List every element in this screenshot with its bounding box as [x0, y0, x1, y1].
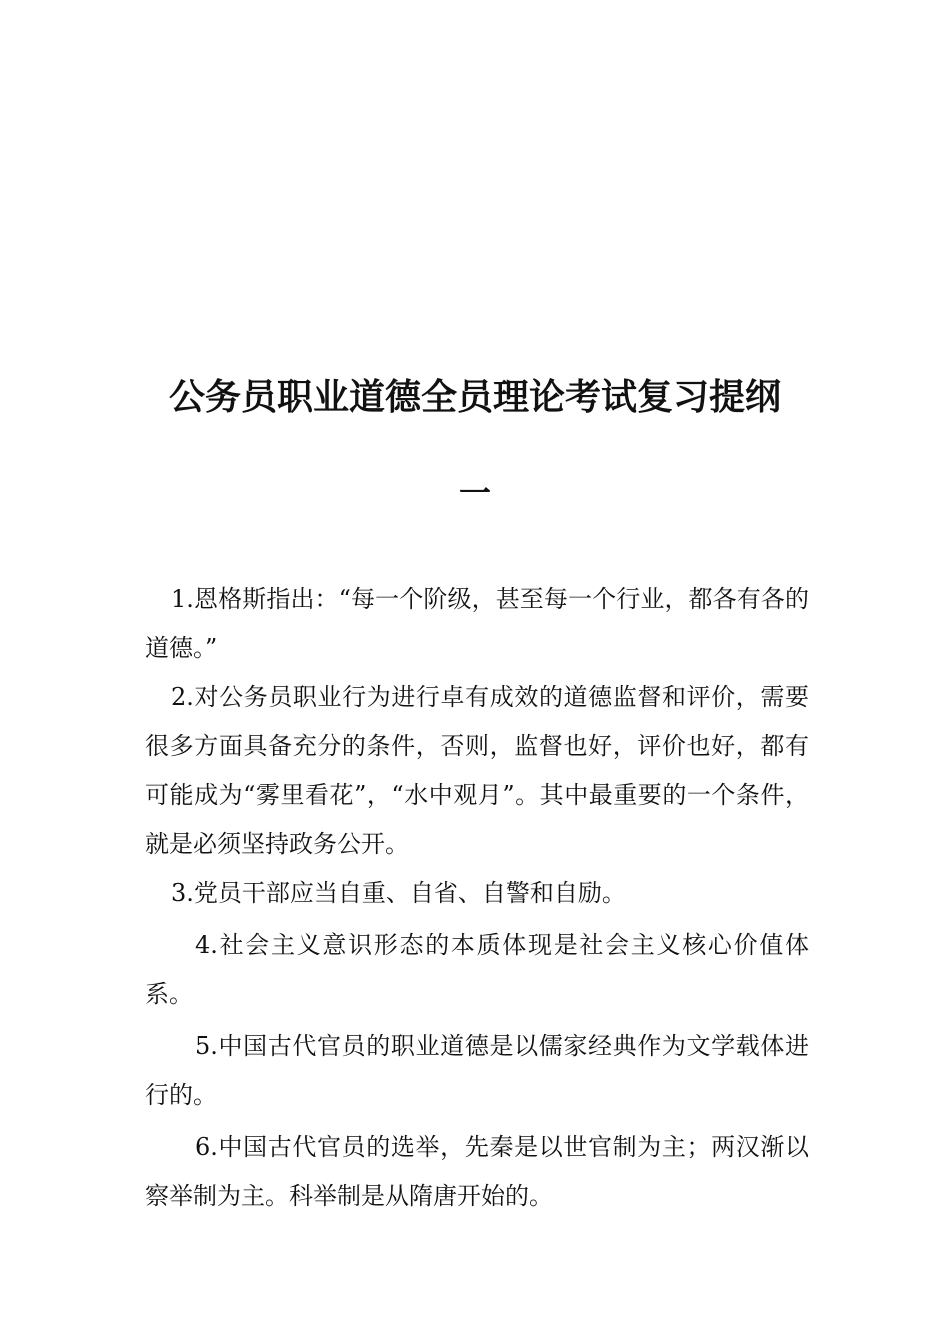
paragraph-2: 2.对公务员职业行为进行卓有成效的道德监督和评价，需要很多方面具备充分的条件，否则，监督也好，评价也好，都有可能成为“雾里看花”，“水中观月”。其中最重要的一个条件，就是必须坚持政务公开。 [145, 683, 809, 858]
section-number: 一 [458, 474, 491, 512]
paragraph-6: 6.中国古代官员的选举，先秦是以世官制为主；两汉渐以察举制为主。科举制是从隋唐开始的。 [145, 1133, 809, 1210]
paragraph-4: 4.社会主义意识形态的本质体现是社会主义核心价值体系。 [145, 931, 809, 1008]
paragraph-5: 5.中国古代官员的职业道德是以儒家经典作为文学载体进行的。 [145, 1032, 809, 1109]
document-title: 公务员职业道德全员理论考试复习提纲 [168, 376, 781, 418]
paragraph-3: 3.党员干部应当自重、自省、自警和自励。 [171, 879, 626, 907]
paragraph-1: 1.恩格斯指出：“每一个阶级，甚至每一个行业，都各有各的道德。” [145, 585, 809, 662]
document-body [145, 575, 809, 1221]
